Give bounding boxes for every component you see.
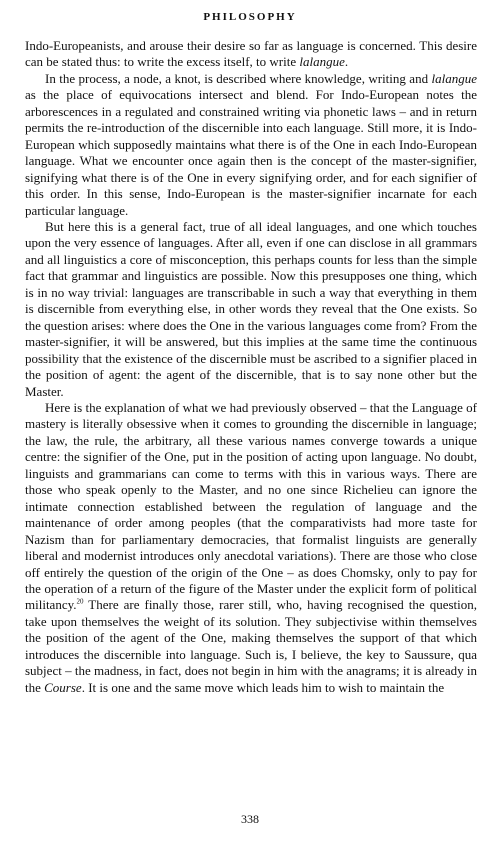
text-run: Indo-Europeanists, and arouse their desire so far as language is concerned. This desire can be stated thus: to write the excess itself, to write [25,38,477,70]
footnote-marker: 20 [76,598,84,607]
page-number: 338 [241,812,259,826]
paragraph [25,71,477,219]
body-text [25,38,477,696]
italic-text: lalangue [431,70,477,86]
text-run: Here is the explanation of what we had previously observed – that the Language of mastery is literally obsessive when it comes to grounding the discernible in language; the law, the rule, the arbitrary, all these various names converge towards a unique centre: the signifier of the One, put in the position of acting upon language. No doubt, linguists and grammarians can come to terms with this in various ways. There are those who speak openly to the Master, and no one since Richelieu can ignore the intimate connection established between the regulation of language and the maintenance of order among peoples (that the comparativists had more taste for Nazism than for parliamentary democracies, that formalist linguists are generally liberal and modernist introduces only anecdotal variations). There are those who close off entirely the question of the origin of the One – as does Chomsky, only to pay for the operation of a return of the figure of the Master under the explicit form of political militancy. [25,399,477,613]
text-run: But here this is a general fact, true of all ideal languages, and one which touches upon the very essence of languages. After all, even if one can disclose in all grammars and all linguistics a core of misconception, this perhaps counts for less than the simple fact that grammar and linguistics are possible. Now this presupposes one thing, which is in no way trivial: languages are transcribable in such a way that everything in them is discernible from everything else, in other words they reveal that the One exists. So the question arises: where does the One in the various languages come from? From the master-signifier, it will be answered, but this implies at the same time the continuous possibility that the existence of the discernible must be ascribed to a signifier placed in the position of agent: the agent of the discernible, that is to say none other but the Master. [25,218,477,399]
text-run: . [344,54,349,70]
italic-text: lalangue [299,54,345,70]
text-run: as the place of equivocations intersect and blend. For Indo-European notes the arborescences in a regulated and constrained writing via phonetic laws – and in return permits the re-introduction of the discernible into each language. Still more, it is Indo-European which supposedly maintains what there is of the One in each Indo-European language. What we encounter once again then is the concept of the master-signifier, signifying what there is of the One in every signifying order, and for each signifier of this order. In this sense, Indo-European is the master-signifier incarnate for each particular language. [25,87,477,218]
paragraph [25,400,477,696]
running-header: PHILOSOPHY [203,11,297,23]
text-run: There are finally those, rarer still, who, having recognised the question, take upon themselves the weight of its solution. They subjectivise within themselves the position of the agent of the One, making themselves the support of that which introduces the discernible into language. Such is, I believe, the key to Saussure, qua subject – the madness, in fact, does not begin in him with the anagrams; it is already in the [25,597,477,695]
text-run: . It is one and the same move which leads him to wish to maintain the [81,679,445,695]
paragraph [25,219,477,400]
italic-text: Course [44,679,82,695]
paragraph [25,38,477,71]
text-run: In the process, a node, a knot, is described where knowledge, writing and [45,70,432,86]
